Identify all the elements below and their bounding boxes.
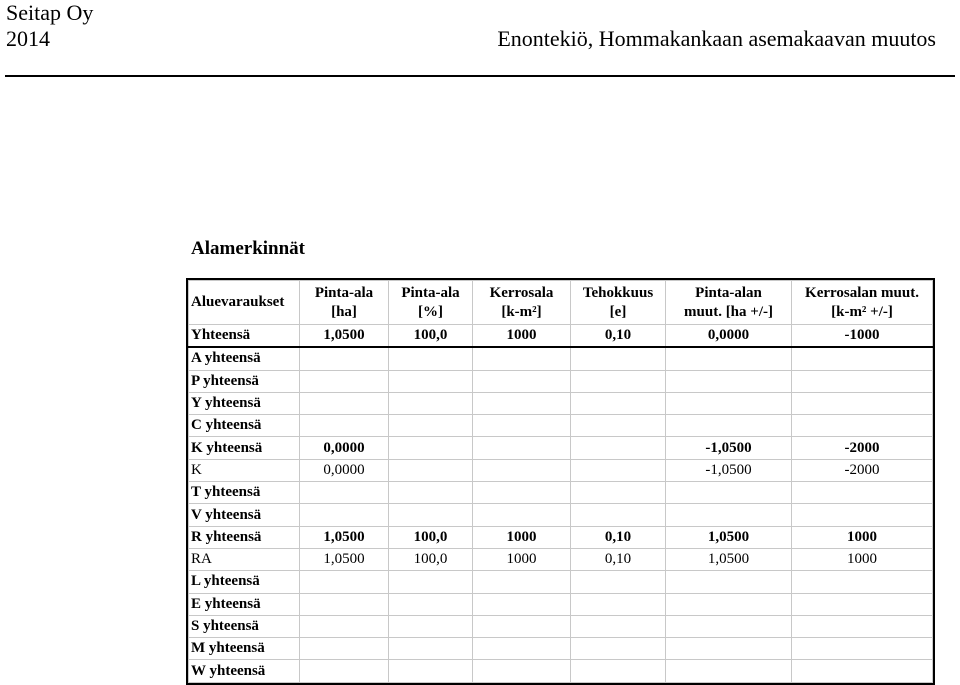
table-row <box>189 660 933 682</box>
table-header-row <box>189 281 933 325</box>
table-cell <box>300 370 389 392</box>
table-cell: 1,0500 <box>300 325 389 348</box>
table-cell <box>792 392 933 414</box>
table-cell <box>792 504 933 526</box>
row-label: M yhteensä <box>189 638 300 660</box>
column-header-line1: Pinta-alan <box>695 284 762 301</box>
row-label: RA <box>189 548 300 570</box>
row-label: P yhteensä <box>189 370 300 392</box>
table-cell <box>389 638 473 660</box>
table-cell <box>571 638 666 660</box>
table-cell <box>473 593 571 615</box>
row-label: T yhteensä <box>189 482 300 504</box>
table-cell <box>666 347 792 370</box>
row-label: E yhteensä <box>189 593 300 615</box>
table-cell: 100,0 <box>389 548 473 570</box>
table-cell: 1000 <box>473 548 571 570</box>
table-cell <box>389 392 473 414</box>
column-header-line1: Aluevaraukset <box>191 294 285 310</box>
table-cell <box>571 459 666 481</box>
column-header-line2: [ha] <box>331 303 357 320</box>
table-cell <box>571 593 666 615</box>
table-row <box>189 415 933 437</box>
row-label: K yhteensä <box>189 437 300 459</box>
table-cell <box>571 347 666 370</box>
year: 2014 <box>6 26 50 51</box>
table-cell <box>792 415 933 437</box>
table-cell <box>300 615 389 637</box>
table-cell <box>571 482 666 504</box>
table-cell: 1000 <box>473 526 571 548</box>
table-cell <box>389 593 473 615</box>
row-label: S yhteensä <box>189 615 300 637</box>
table-cell <box>792 638 933 660</box>
header-divider <box>5 75 955 77</box>
row-label: K <box>189 459 300 481</box>
table-cell <box>389 347 473 370</box>
table-cell <box>300 392 389 414</box>
column-header <box>571 281 666 325</box>
column-header-line2: muut. [ha +/-] <box>684 303 773 320</box>
table-cell: 0,0000 <box>300 437 389 459</box>
row-label: L yhteensä <box>189 571 300 593</box>
table-cell <box>666 615 792 637</box>
table-row <box>189 526 933 548</box>
table-cell <box>666 392 792 414</box>
table-cell <box>473 347 571 370</box>
table-cell <box>473 437 571 459</box>
table-cell <box>473 660 571 682</box>
column-header-line2: [e] <box>609 303 627 320</box>
table-row <box>189 548 933 570</box>
column-header-line2: [k-m²] <box>501 303 542 320</box>
table-cell <box>666 415 792 437</box>
table-cell: 0,0000 <box>666 325 792 348</box>
table-row <box>189 593 933 615</box>
column-header <box>473 281 571 325</box>
table-cell: 100,0 <box>389 325 473 348</box>
table-cell <box>300 660 389 682</box>
table-row <box>189 459 933 481</box>
column-header <box>300 281 389 325</box>
land-use-table <box>188 280 933 683</box>
table-cell: 100,0 <box>389 526 473 548</box>
table-cell <box>571 615 666 637</box>
table-cell <box>389 437 473 459</box>
table-row <box>189 638 933 660</box>
column-header-aluevaraukset <box>189 281 300 325</box>
row-label: R yhteensä <box>189 526 300 548</box>
table-cell <box>300 593 389 615</box>
column-header-line1: Pinta-ala <box>314 284 374 301</box>
row-label: V yhteensä <box>189 504 300 526</box>
table-cell <box>571 504 666 526</box>
table-cell: 0,10 <box>571 325 666 348</box>
column-header <box>792 281 933 325</box>
table-cell <box>792 660 933 682</box>
table-cell <box>300 571 389 593</box>
table-cell <box>389 459 473 481</box>
table-cell: -1,0500 <box>666 437 792 459</box>
table-cell <box>792 370 933 392</box>
table-cell: -2000 <box>792 459 933 481</box>
table-cell: 1,0500 <box>666 548 792 570</box>
table-cell <box>571 660 666 682</box>
table-cell <box>792 593 933 615</box>
row-label: A yhteensä <box>189 347 300 370</box>
table-cell <box>473 571 571 593</box>
table-row <box>189 437 933 459</box>
table-row <box>189 571 933 593</box>
table-cell <box>792 571 933 593</box>
row-label: Yhteensä <box>189 325 300 348</box>
table-cell <box>389 415 473 437</box>
table-cell <box>389 504 473 526</box>
table-cell <box>666 504 792 526</box>
row-label: Y yhteensä <box>189 392 300 414</box>
table-cell <box>571 392 666 414</box>
row-label: C yhteensä <box>189 415 300 437</box>
table-cell <box>300 482 389 504</box>
table-cell <box>389 660 473 682</box>
table-cell <box>473 459 571 481</box>
table-body <box>189 325 933 683</box>
table-cell <box>389 370 473 392</box>
table-cell <box>666 660 792 682</box>
column-header-line2: [k-m² +/-] <box>831 303 893 320</box>
table-cell: 0,0000 <box>300 459 389 481</box>
table-cell: -1,0500 <box>666 459 792 481</box>
table-cell: 0,10 <box>571 526 666 548</box>
table-cell <box>473 392 571 414</box>
table-cell: 1,0500 <box>300 526 389 548</box>
table-cell: 0,10 <box>571 548 666 570</box>
table-cell <box>473 370 571 392</box>
table-row <box>189 370 933 392</box>
column-header <box>666 281 792 325</box>
company-name: Seitap Oy <box>6 0 94 25</box>
column-header-line1: Kerrosala <box>489 284 554 301</box>
table-cell <box>666 593 792 615</box>
table-cell: 1,0500 <box>666 526 792 548</box>
column-header <box>389 281 473 325</box>
table-row <box>189 392 933 414</box>
header-left <box>6 0 93 52</box>
table-cell <box>473 615 571 637</box>
table-cell: -1000 <box>792 325 933 348</box>
table-cell <box>473 415 571 437</box>
table-cell <box>792 347 933 370</box>
table-cell <box>666 482 792 504</box>
table-cell <box>571 370 666 392</box>
table-cell <box>571 437 666 459</box>
table-cell <box>666 638 792 660</box>
table-cell <box>792 615 933 637</box>
table-cell <box>792 482 933 504</box>
table-cell: 1000 <box>792 548 933 570</box>
row-label: W yhteensä <box>189 660 300 682</box>
table-cell <box>300 415 389 437</box>
table-cell <box>300 504 389 526</box>
table-cell: 1000 <box>473 325 571 348</box>
table-row <box>189 482 933 504</box>
table-cell <box>473 638 571 660</box>
table-cell <box>389 571 473 593</box>
table-cell: -2000 <box>792 437 933 459</box>
table-cell <box>300 347 389 370</box>
column-header-line1: Kerrosalan muut. <box>805 284 919 301</box>
column-header-line2: [%] <box>418 303 443 320</box>
project-title: Enontekiö, Hommakankaan asemakaavan muutos <box>497 26 936 51</box>
section-title: Alamerkinnät <box>191 238 305 259</box>
table-cell <box>571 571 666 593</box>
table-row <box>189 347 933 370</box>
table-row <box>189 325 933 348</box>
table-cell <box>666 370 792 392</box>
table-cell <box>571 415 666 437</box>
table-cell <box>389 615 473 637</box>
table-cell <box>389 482 473 504</box>
table-row <box>189 615 933 637</box>
table-cell: 1000 <box>792 526 933 548</box>
table-cell: 1,0500 <box>300 548 389 570</box>
table-row <box>189 504 933 526</box>
column-header-line1: Pinta-ala <box>401 284 460 301</box>
table-cell <box>473 482 571 504</box>
table-cell <box>666 571 792 593</box>
table-cell <box>300 638 389 660</box>
column-header-line1: Tehokkuus <box>582 284 654 301</box>
table-cell <box>473 504 571 526</box>
